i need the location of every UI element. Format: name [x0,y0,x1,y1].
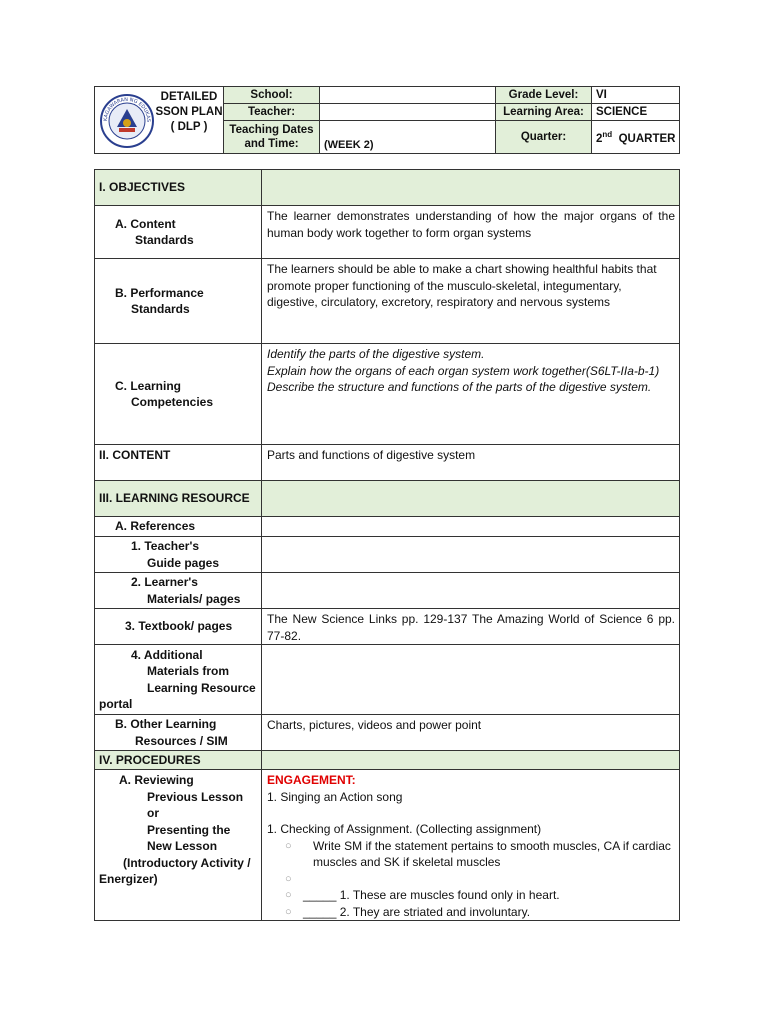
content-standards-label: A. Content Standards [95,206,262,259]
teachers-guide-value [262,537,680,573]
list-item: ○ _____ 2. They are striated and involuntary. [267,904,675,921]
step-action-song: 1. Singing an Action song [267,789,403,804]
teaching-dates-label: Teaching Dates and Time: [224,121,320,154]
bullet-icon: ○ [285,889,292,901]
learning-competencies-label: C. Learning Competencies [95,344,262,445]
additional-materials-value [262,645,680,715]
additional-materials-label: 4. Additional Materials from Learning Resource portal [95,645,262,715]
school-value[interactable] [320,87,496,104]
learning-area-value[interactable]: SCIENCE [592,104,680,121]
school-label: School: [224,87,320,104]
quarter-label: Quarter: [496,121,592,154]
references-value [262,517,680,537]
list-item: ○ _____ 1. These are muscles found only in heart. [267,887,675,904]
bullet-icon: ○ [285,872,292,885]
list-item: ○ Write SM if the statement pertains to smooth muscles, CA if cardiac muscles and SK if skeletal muscles [267,838,675,871]
teachers-guide-label: 1. Teacher's Guide pages [95,537,262,573]
procedures-heading-blank [262,751,680,770]
reviewing-label: A. Reviewing Previous Lesson or Presenting the New Lesson (Introductory Activity / Energizer) [95,770,262,921]
grade-level-value[interactable]: VI [592,87,680,104]
logo-title-cell [95,87,224,154]
quarter-value[interactable]: 2nd QUARTER [592,121,680,154]
references-label: A. References [95,517,262,537]
learning-area-label: Learning Area: [496,104,592,121]
step-checking-assignment: 1. Checking of Assignment. (Collecting assignment) [267,822,542,836]
textbook-text: The New Science Links pp. 129-137 The Amazing World of Science 6 pp. 77-82. [262,609,680,645]
procedures-heading: IV. PROCEDURES [95,751,262,770]
dlp-title: DETAILED SSON PLAN ( DLP ) [155,91,223,133]
teacher-label: Teacher: [224,104,320,121]
learning-resource-heading: III. LEARNING RESOURCE [95,481,262,517]
teacher-value[interactable] [320,104,496,121]
performance-standards-label: B. Performance Standards [95,259,262,344]
objectives-heading: I. OBJECTIVES [95,170,262,206]
teaching-dates-value[interactable]: (WEEK 2) [320,121,496,154]
lesson-plan-table [94,169,680,921]
learning-resource-blank [262,481,680,517]
performance-standards-text: The learners should be able to make a chart showing healthful habits that promote proper functioning of the musculo-skeletal, integumentary, digestive, circulatory, excretory, respiratory and nervous systems [262,259,680,344]
other-resources-text: Charts, pictures, videos and power point [262,715,680,751]
content-text: Parts and functions of digestive system [262,445,680,481]
bullet-icon: ○ [285,905,292,918]
learners-materials-value [262,573,680,609]
header-table [94,86,680,154]
textbook-label: 3. Textbook/ pages [95,609,262,645]
bullet-icon: ○ [285,839,292,852]
content-heading: II. CONTENT [95,445,262,481]
other-resources-label: B. Other Learning Resources / SIM [95,715,262,751]
content-standards-text: The learner demonstrates understanding of how the major organs of the human body work together to form organ systems [262,206,680,259]
engagement-heading: ENGAGEMENT: [267,773,356,787]
learners-materials-label: 2. Learner's Materials/ pages [95,573,262,609]
list-item [267,871,675,888]
seal-text: KAGAWARAN NG EDUKAS [102,96,152,123]
reviewing-content [262,770,680,921]
objectives-heading-blank [262,170,680,206]
grade-level-label: Grade Level: [496,87,592,104]
learning-competencies-text: Identify the parts of the digestive system. Explain how the organs of each organ system work together(S6LT-IIa-b-1) Describe the structure and functions of the parts of the digestive system. [262,344,680,445]
